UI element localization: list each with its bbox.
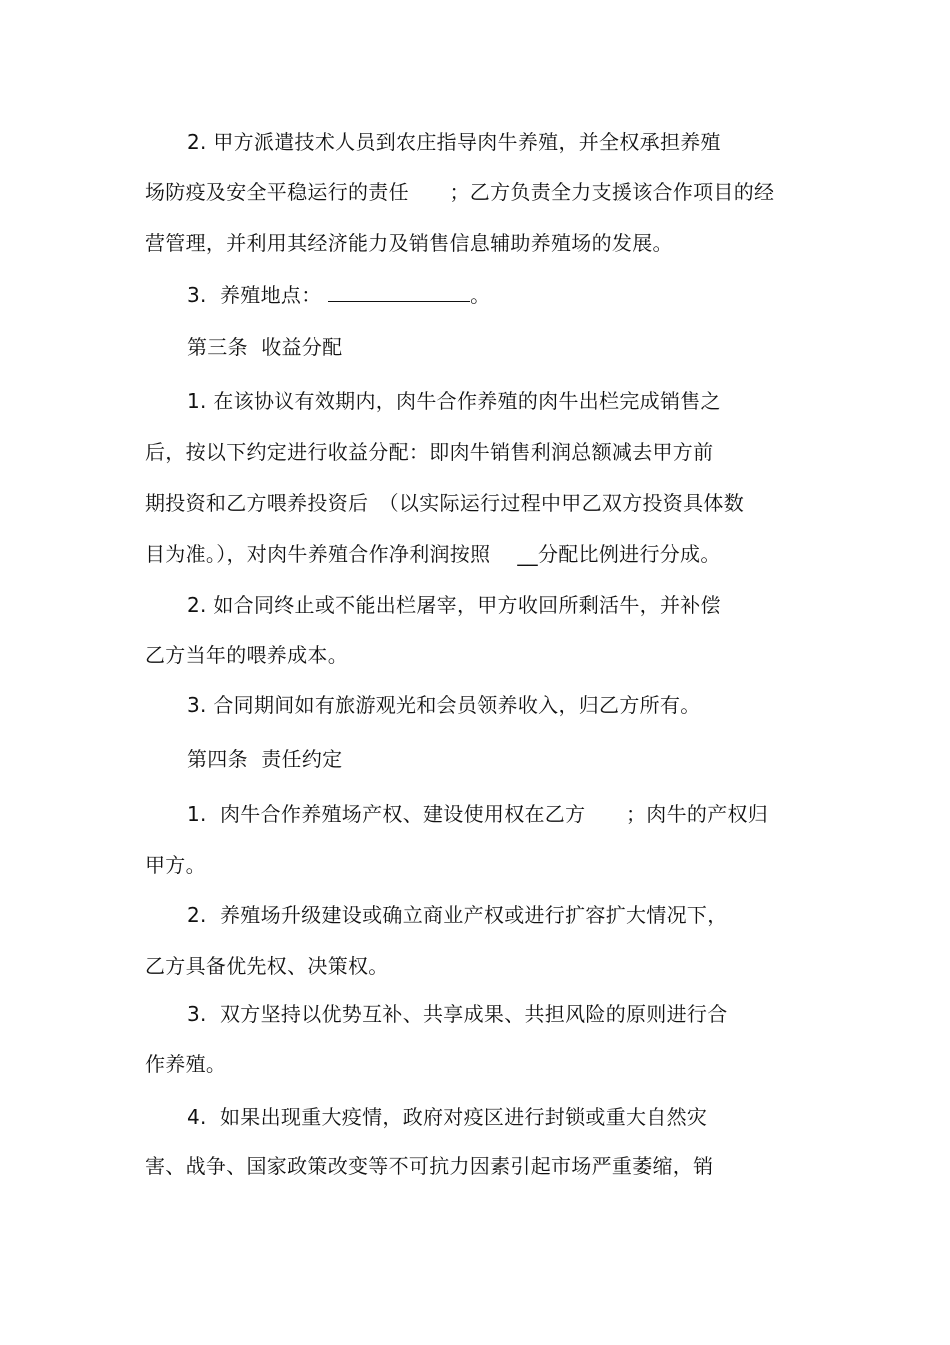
article-4-item-2-line-2: 乙方具备优先权、决策权。 [145,954,389,978]
article-3-item-1-line-2: 后，按以下约定进行收益分配：即肉牛销售利润总额减去甲方前 [145,440,714,464]
clause-2-line-2: 场防疫及安全平稳运行的责任 ；乙方负责全力支援该合作项目的经 [145,180,775,204]
article-3-item-1-line-3: 期投资和乙方喂养投资后 （以实际运行过程中甲乙双方投资具体数 [145,491,744,515]
article-3-item-3: 3. 合同期间如有旅游观光和会员领养收入，归乙方所有。 [187,693,701,717]
clause-2-line-1: 2. 甲方派遣技术人员到农庄指导肉牛养殖，并全权承担养殖 [187,130,721,154]
article-3-item-1-line-4: 目为准。），对肉牛养殖合作净利润按照 __分配比例进行分成。 [145,542,721,566]
article-4-item-2-line-1: 2. 养殖场升级建设或确立商业产权或进行扩容扩大情况下， [187,903,728,927]
article-4-item-4-line-2: 害、战争、国家政策改变等不可抗力因素引起市场严重萎缩，销 [145,1154,714,1178]
article-3-item-2-line-1: 2. 如合同终止或不能出栏屠宰，甲方收回所剩活牛，并补偿 [187,593,721,617]
article-3-item-1-line-1: 1. 在该协议有效期内，肉牛合作养殖的肉牛出栏完成销售之 [187,389,721,413]
location-label: 3. 养殖地点： [187,283,322,307]
article-4-item-4-line-1: 4. 如果出现重大疫情，政府对疫区进行封锁或重大自然灾 [187,1105,708,1129]
clause-3-location [187,281,490,309]
article-4-item-3-line-1: 3. 双方坚持以优势互补、共享成果、共担风险的原则进行合 [187,1002,728,1026]
article-4-item-1-line-1: 1. 肉牛合作养殖场产权、建设使用权在乙方 ；肉牛的产权归 [187,802,769,826]
article-3-heading: 第三条 收益分配 [187,335,343,359]
article-3-item-2-line-2: 乙方当年的喂养成本。 [145,643,348,667]
article-4-item-3-line-2: 作养殖。 [145,1052,227,1076]
article-4-item-1-line-2: 甲方。 [145,853,206,877]
location-blank [328,281,470,302]
clause-2-line-3: 营管理，并利用其经济能力及销售信息辅助养殖场的发展。 [145,231,673,255]
article-4-heading: 第四条 责任约定 [187,747,343,771]
location-suffix: 。 [470,283,491,307]
